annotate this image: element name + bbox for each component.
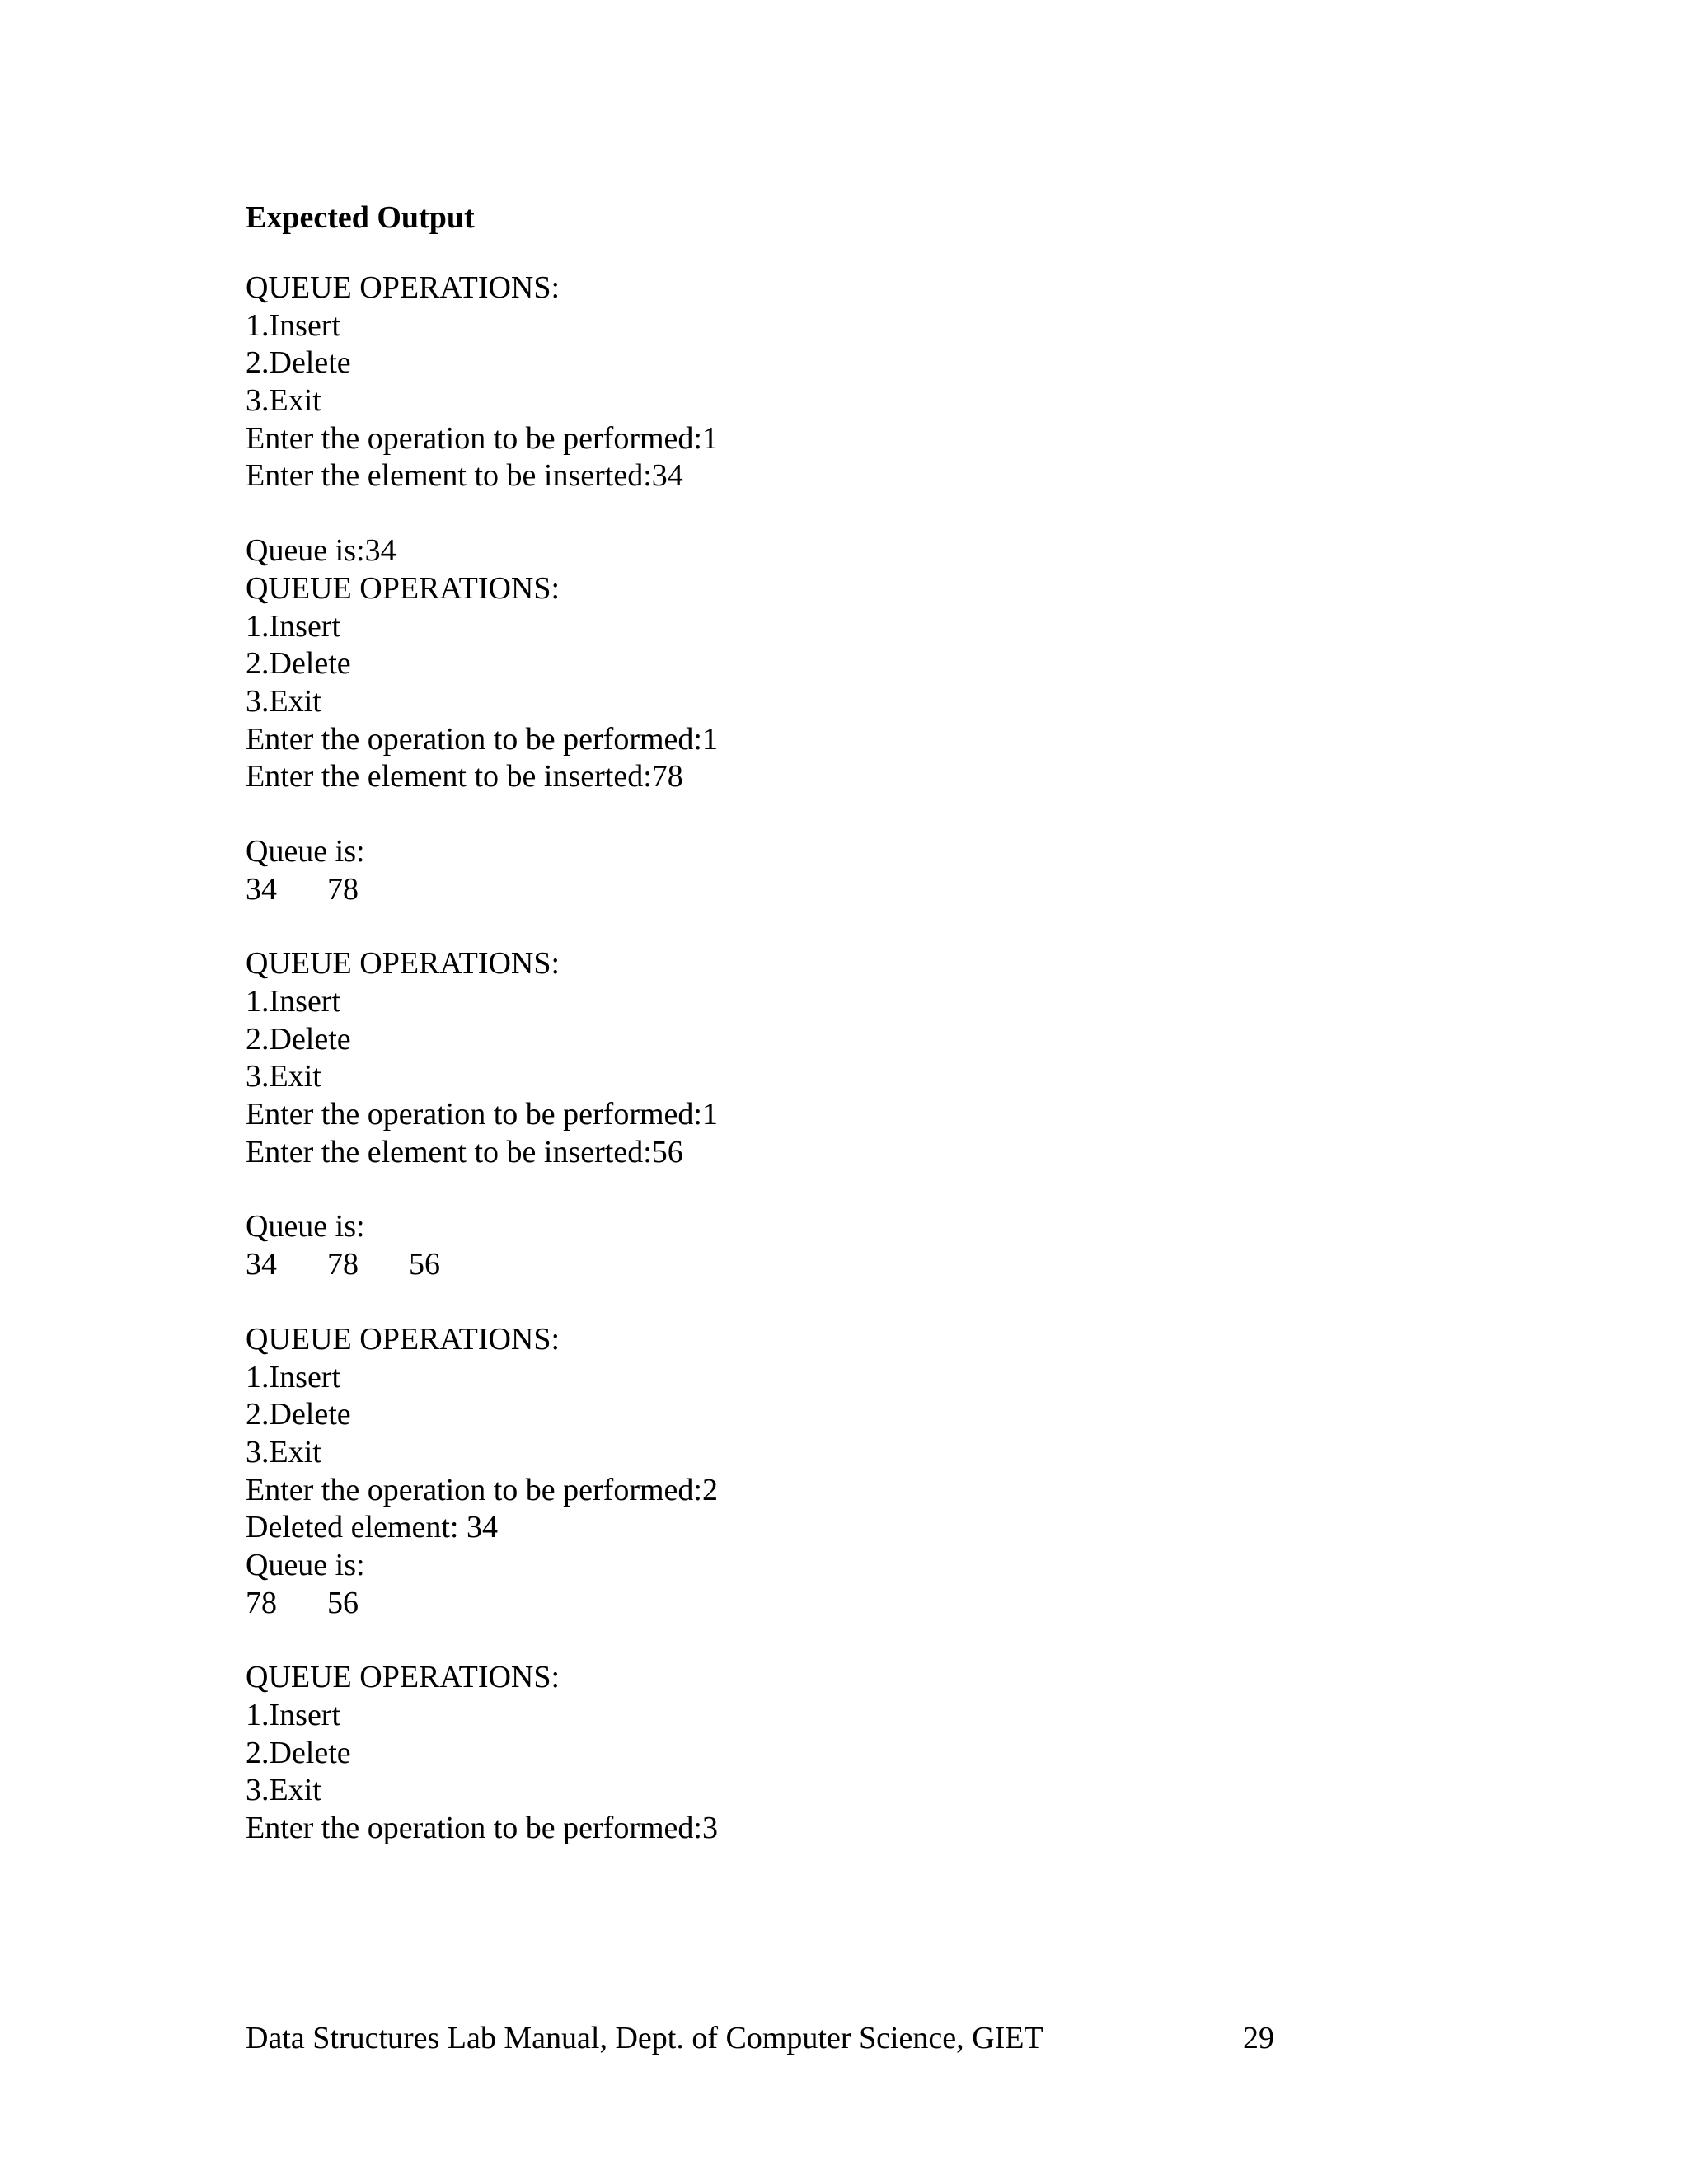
output-line: Queue is: [246, 833, 365, 869]
page-number: 29 [1243, 2021, 1274, 2055]
output-line: 3.Exit [246, 383, 321, 419]
output-line: 2.Delete [246, 1735, 351, 1770]
program-output [246, 269, 1400, 1848]
output-line: QUEUE OPERATIONS: [246, 946, 560, 982]
output-line: Enter the operation to be performed:1 [246, 1097, 718, 1132]
queue-value: 78 [327, 1247, 359, 1282]
queue-values-row [246, 1246, 1400, 1284]
queue-value: 56 [327, 1585, 359, 1620]
output-line: QUEUE OPERATIONS: [246, 1660, 560, 1695]
queue-value: 78 [327, 871, 359, 907]
output-line: 3.Exit [246, 1434, 321, 1469]
output-line: 3.Exit [246, 1059, 321, 1094]
output-line: 2.Delete [246, 345, 351, 381]
output-block [246, 945, 1400, 1171]
output-line: 1.Insert [246, 608, 341, 644]
section-heading: Expected Output [246, 200, 475, 235]
output-line: Enter the operation to be performed:1 [246, 420, 718, 456]
queue-value: 34 [246, 871, 277, 907]
footer-text: Data Structures Lab Manual, Dept. of Computer Science, GIET [246, 2021, 1043, 2055]
output-line: QUEUE OPERATIONS: [246, 270, 560, 305]
output-line: 2.Delete [246, 1397, 351, 1432]
output-line: 2.Delete [246, 1021, 351, 1057]
output-line: 1.Insert [246, 307, 341, 343]
output-block [246, 833, 1400, 908]
output-line: Enter the operation to be performed:3 [246, 1811, 718, 1846]
output-line: Queue is:34 [246, 533, 396, 569]
queue-value: 34 [246, 1247, 277, 1282]
output-line: Queue is: [246, 1547, 365, 1582]
output-line: 1.Insert [246, 1359, 341, 1394]
queue-value: 56 [409, 1247, 440, 1282]
queue-values-row [246, 871, 1400, 909]
queue-value: 78 [246, 1585, 277, 1620]
output-line: QUEUE OPERATIONS: [246, 570, 560, 606]
output-line: 1.Insert [246, 1698, 341, 1732]
output-line: Deleted element: 34 [246, 1510, 498, 1545]
output-block [246, 1208, 1400, 1283]
queue-values-row [246, 1585, 1400, 1623]
output-block [246, 532, 1400, 796]
output-line: Enter the operation to be performed:2 [246, 1472, 718, 1507]
output-line: Queue is: [246, 1209, 365, 1244]
page-content [246, 194, 1400, 1885]
output-line: 3.Exit [246, 1773, 321, 1808]
page-footer [246, 2018, 1284, 2059]
output-line: Enter the element to be inserted:78 [246, 759, 683, 794]
output-line: Enter the element to be inserted:34 [246, 458, 683, 494]
output-line: QUEUE OPERATIONS: [246, 1321, 560, 1357]
output-line: 1.Insert [246, 984, 341, 1019]
output-line: 2.Delete [246, 646, 351, 682]
output-block [246, 269, 1400, 495]
output-block [246, 1659, 1400, 1847]
output-line: 3.Exit [246, 683, 321, 719]
output-line: Enter the operation to be performed:1 [246, 721, 718, 757]
output-line: Enter the element to be inserted:56 [246, 1134, 683, 1169]
output-block [246, 1321, 1400, 1623]
